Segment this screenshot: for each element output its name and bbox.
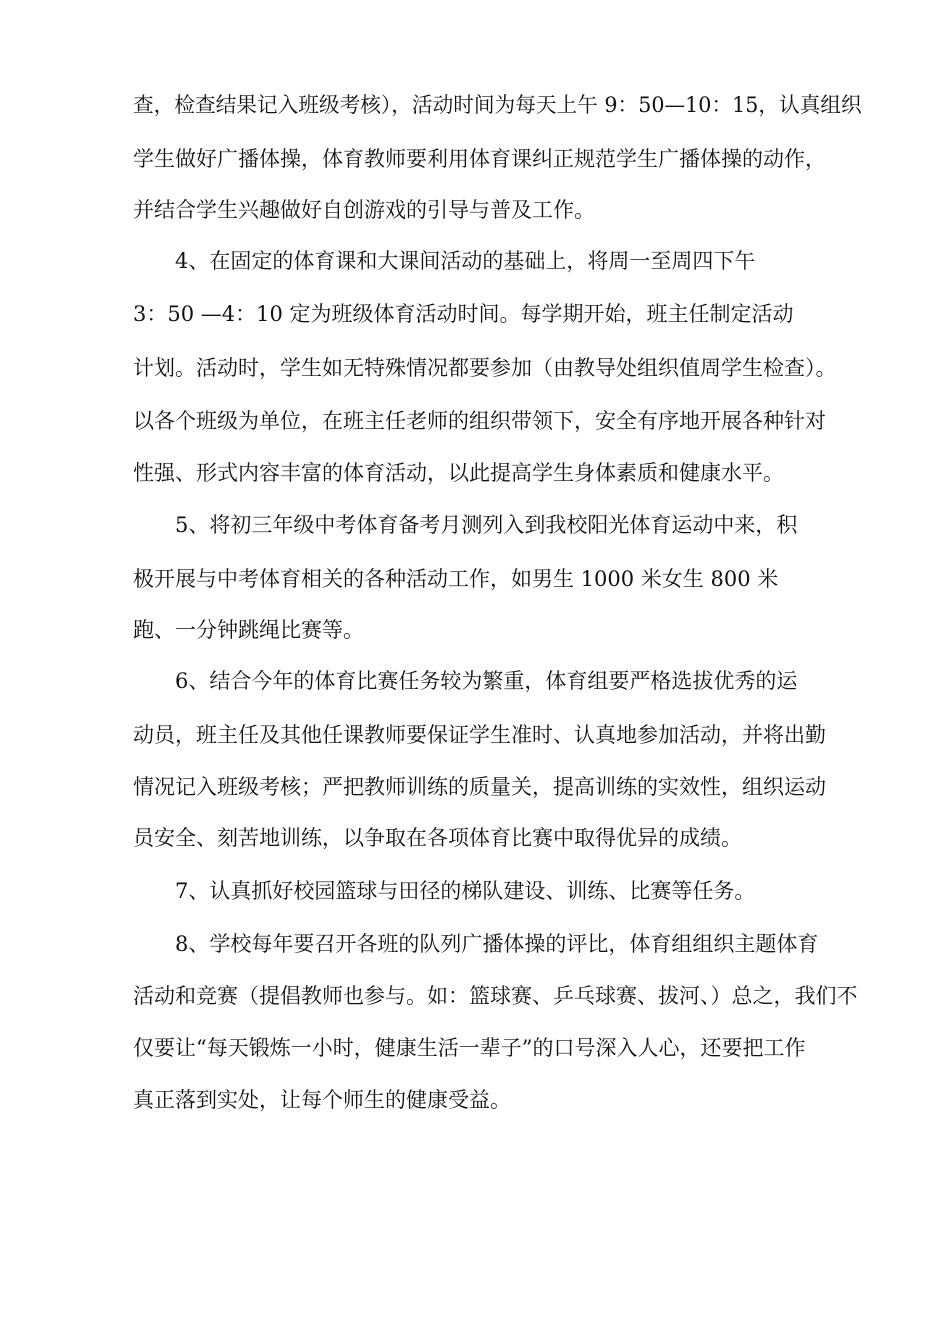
text-line: 仅要让“每天锻炼一小时，健康生活一辈子”的口号深入人心，还要把工作 [133, 1036, 806, 1060]
paragraph-start-line: 7、认真抓好校园篮球与田径的梯队建设、训练、比赛等任务。 [175, 879, 756, 903]
text-line: 性强、形式内容丰富的体育活动，以此提高学生身体素质和健康水平。 [133, 461, 784, 485]
text-line: 以各个班级为单位，在班主任老师的组织带领下，安全有序地开展各种针对 [133, 409, 826, 433]
text-line: 并结合学生兴趣做好自创游戏的引导与普及工作。 [133, 198, 595, 222]
paragraph-start-line: 4、在固定的体育课和大课间活动的基础上，将周一至周四下午 [175, 249, 756, 273]
text-line: 员安全、刻苦地训练，以争取在各项体育比赛中取得优异的成绩。 [133, 826, 742, 850]
text-line: 学生做好广播体操，体育教师要利用体育课纠正规范学生广播体操的动作， [133, 147, 826, 171]
text-line: 极开展与中考体育相关的各种活动工作，如男生 1000 米女生 800 米 [133, 567, 779, 591]
paragraph-start-line: 6、结合今年的体育比赛任务较为繁重，体育组要严格选拔优秀的运 [175, 669, 798, 693]
text-line: 真正落到实处，让每个师生的健康受益。 [133, 1088, 511, 1112]
text-line: 情况记入班级考核；严把教师训练的质量关，提高训练的实效性，组织运动 [133, 775, 826, 799]
text-line: 查，检查结果记入班级考核），活动时间为每天上午 9：50—10：15，认真组织 [133, 93, 862, 117]
text-line: 3：50 —4：10 定为班级体育活动时间。每学期开始，班主任制定活动 [133, 302, 794, 326]
paragraph-start-line: 5、将初三年级中考体育备考月测列入到我校阳光体育运动中来，积 [175, 513, 798, 537]
text-line: 动员，班主任及其他任课教师要保证学生准时、认真地参加活动，并将出勤 [133, 723, 826, 747]
text-line: 跑、一分钟跳绳比赛等。 [133, 618, 364, 642]
paragraph-start-line: 8、学校每年要召开各班的队列广播体操的评比，体育组组织主题体育 [175, 932, 819, 956]
text-line: 活动和竞赛（提倡教师也参与。如：篮球赛、乒乓球赛、拔河、）总之，我们不 [133, 984, 858, 1008]
text-line: 计划。活动时，学生如无特殊情况都要参加（由教导处组织值周学生检查）。 [133, 356, 837, 380]
